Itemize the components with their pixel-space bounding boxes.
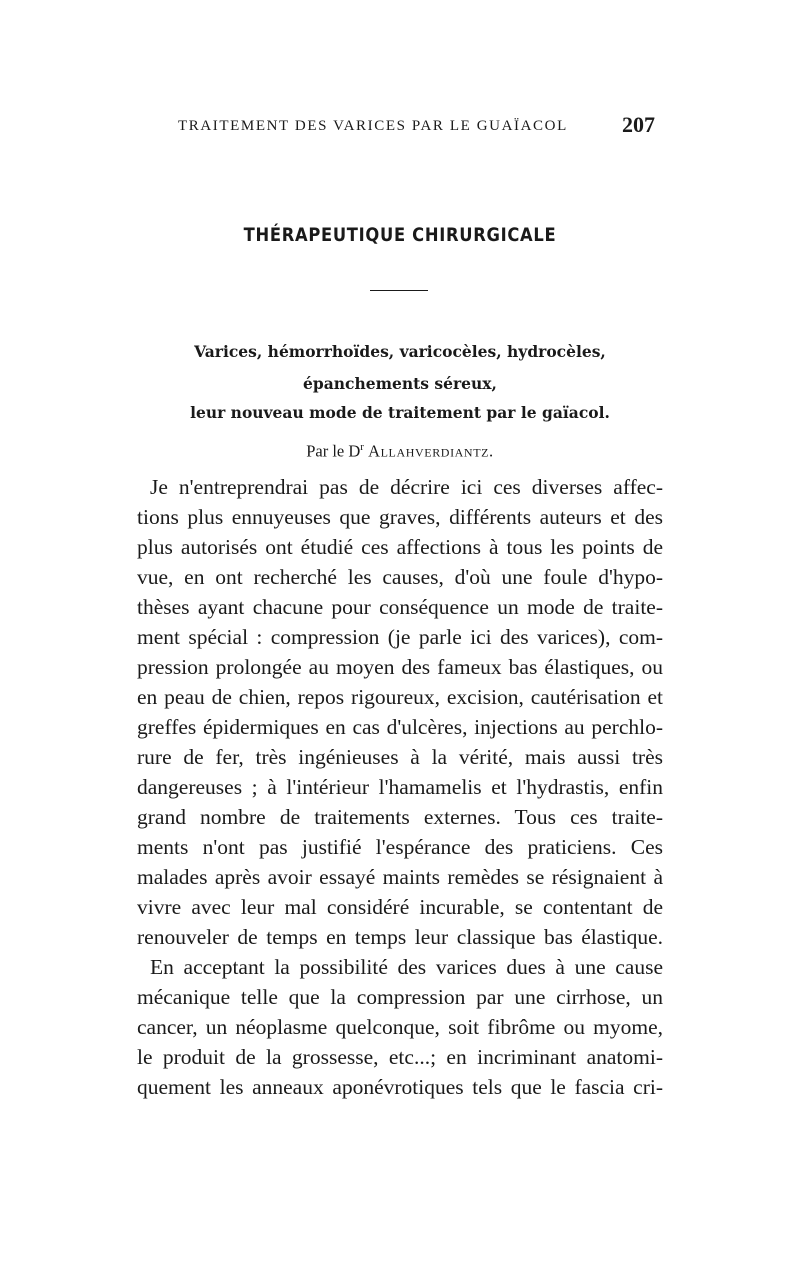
body-line: en peau de chien, repos rigoureux, excision, cautérisation et bbox=[137, 685, 663, 709]
page-number: 207 bbox=[622, 112, 655, 137]
body-line: renouveler de temps en temps leur classique bas élastique. bbox=[137, 925, 663, 949]
body-line: ment spécial : compression (je parle ici des varices), com- bbox=[137, 625, 663, 649]
body-line: rure de fer, très ingénieuses à la vérité, mais aussi très bbox=[137, 745, 663, 769]
subtitle-line-2: épanchements séreux, bbox=[303, 374, 497, 393]
body-line: plus autorisés ont étudié ces affections à tous les points de bbox=[137, 535, 663, 559]
body-line: En acceptant la possibilité des varices dues à une cause bbox=[150, 955, 663, 979]
byline-prefix: Par le D bbox=[306, 441, 361, 461]
body-line: Je n'entreprendrai pas de décrire ici ces diverses affec- bbox=[150, 475, 663, 499]
body-line: malades après avoir essayé maints remèdes se résignaient à bbox=[137, 865, 663, 889]
running-head: TRAITEMENT DES VARICES PAR LE GUAÏACOL bbox=[178, 118, 568, 134]
body-line: grand nombre de traitements externes. Tous ces traite- bbox=[137, 805, 663, 829]
body-line: mécanique telle que la compression par une cirrhose, un bbox=[137, 985, 663, 1009]
body-line: vivre avec leur mal considéré incurable, se contentant de bbox=[137, 895, 663, 919]
body-line: ments n'ont pas justifié l'espérance des praticiens. Ces bbox=[137, 835, 663, 859]
body-line: tions plus ennuyeuses que graves, différents auteurs et des bbox=[137, 505, 663, 529]
title-divider bbox=[370, 290, 428, 291]
author-name: Allahverdiantz. bbox=[368, 441, 494, 461]
body-line: cancer, un néoplasme quelconque, soit fibrôme ou myome, bbox=[137, 1015, 663, 1039]
body-line: thèses ayant chacune pour conséquence un mode de traite- bbox=[137, 595, 663, 619]
subtitle-line-3: leur nouveau mode de traitement par le gaïacol. bbox=[190, 403, 610, 422]
body-line: dangereuses ; à l'intérieur l'hamamelis et l'hydrastis, enfin bbox=[137, 775, 663, 799]
body-line: quement les anneaux aponévrotiques tels que le fascia cri- bbox=[137, 1075, 663, 1099]
section-title: THÉRAPEUTIQUE CHIRURGICALE bbox=[243, 224, 557, 246]
body-line: le produit de la grossesse, etc...; en incriminant anatomi- bbox=[137, 1045, 663, 1069]
body-line: greffes épidermiques en cas d'ulcères, injections au perchlo- bbox=[137, 715, 663, 739]
byline-superscript: r bbox=[360, 441, 364, 453]
body-line: pression prolongée au moyen des fameux bas élastiques, ou bbox=[137, 655, 663, 679]
author-byline bbox=[0, 441, 800, 462]
subtitle-line-1: Varices, hémorrhoïdes, varicocèles, hydrocèles, bbox=[194, 342, 606, 361]
body-line: vue, en ont recherché les causes, d'où une foule d'hypo- bbox=[137, 565, 663, 589]
